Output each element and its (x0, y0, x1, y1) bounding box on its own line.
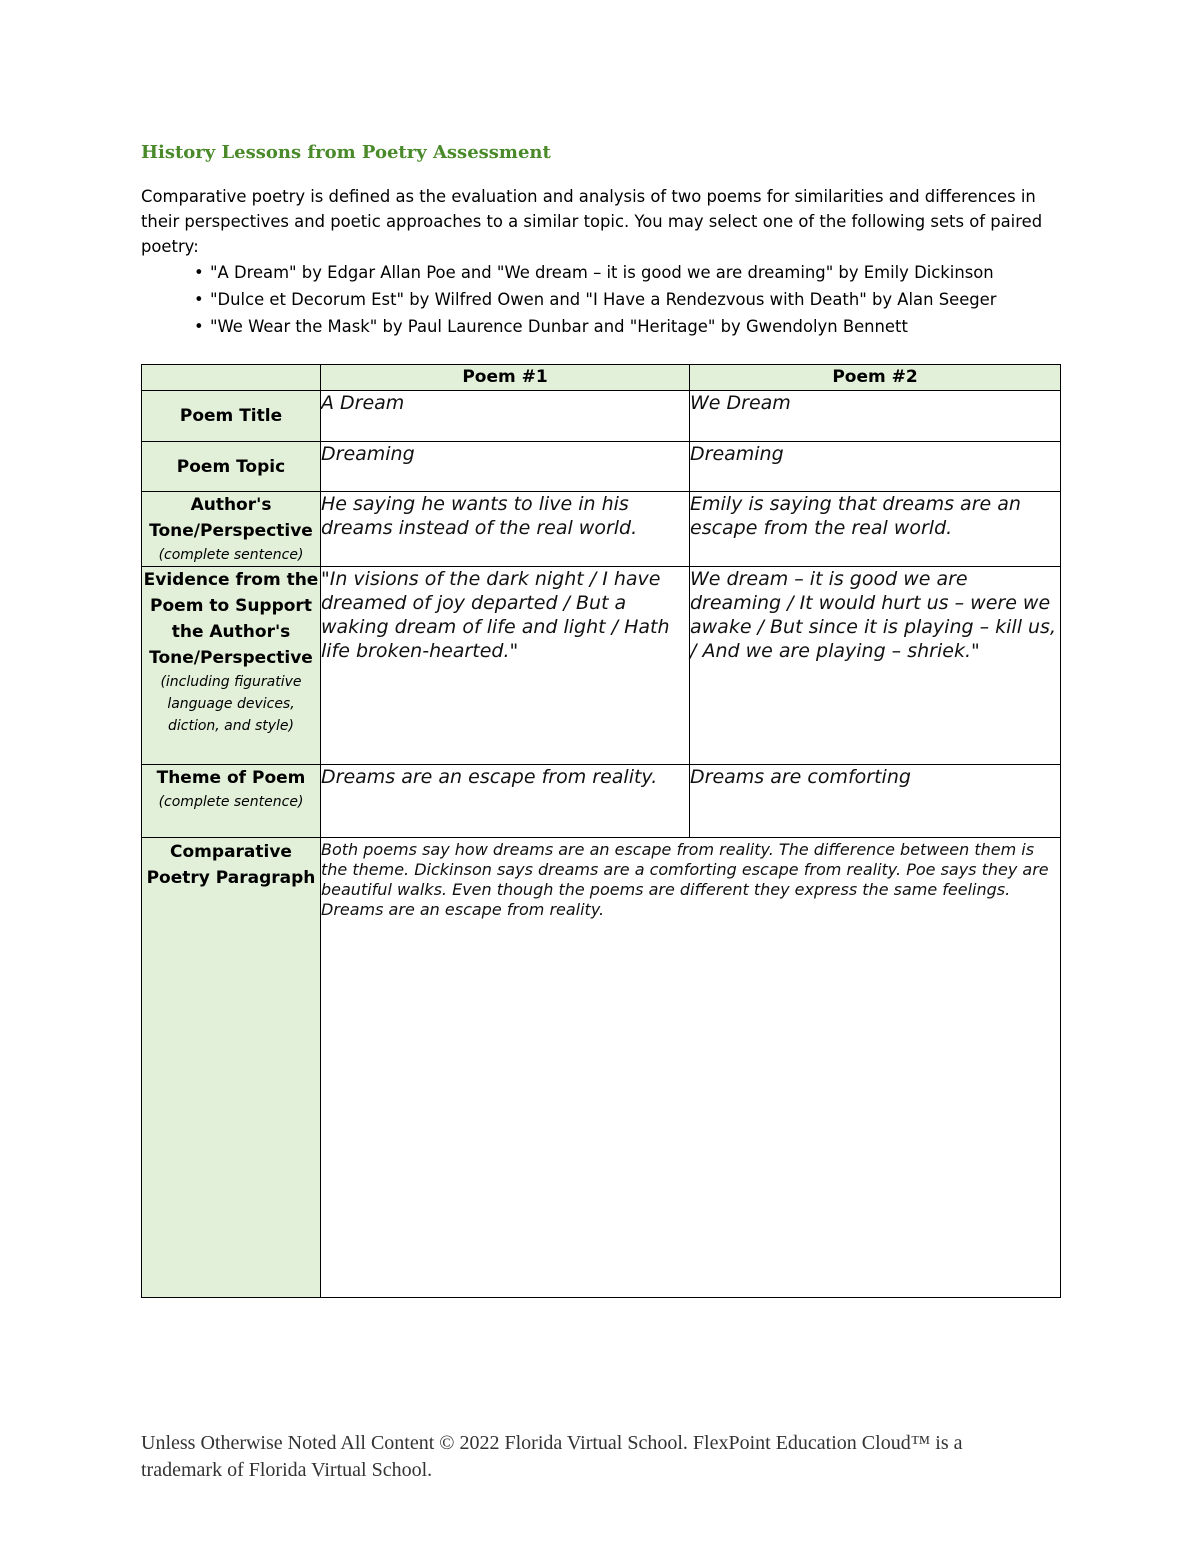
copyright-footer: Unless Otherwise Noted All Content © 2022 Florida Virtual School. FlexPoint Education Cloud™ is a trademark of Florida Virtual School. (141, 1432, 963, 1481)
poem1-tone-cell[interactable]: He saying he wants to live in his dreams instead of the real world. (321, 492, 690, 567)
poem1-topic-cell[interactable]: Dreaming (321, 442, 690, 492)
row-label-tone (142, 492, 321, 567)
poem-set-text: "A Dream" by Edgar Allan Poe and "We dream – it is good we are dreaming" by Emily Dickinson (210, 263, 994, 282)
header-poem1: Poem #1 (321, 365, 690, 391)
poem-set-text: "We Wear the Mask" by Paul Laurence Dunbar and "Heritage" by Gwendolyn Bennett (210, 317, 908, 336)
poem1-theme-cell[interactable]: Dreams are an escape from reality. (321, 765, 690, 838)
poem2-tone-cell[interactable]: Emily is saying that dreams are an escape from the real world. (690, 492, 1061, 567)
page-title: History Lessons from Poetry Assessment (141, 142, 551, 163)
header-poem2: Poem #2 (690, 365, 1061, 391)
row-sublabel: (complete sentence) (158, 794, 304, 810)
bullet-icon: • (194, 317, 204, 336)
poem1-title-cell[interactable]: A Dream (321, 391, 690, 442)
row-sublabel: (including figurative language devices, diction, and style) (160, 674, 302, 734)
poem2-title-cell[interactable]: We Dream (690, 391, 1061, 442)
list-item (194, 313, 1074, 340)
table-row (142, 442, 1061, 492)
comparative-paragraph-cell[interactable]: Both poems say how dreams are an escape from reality. The difference between them is the theme. Dickinson says dreams are a comforting escape from reality. Poe says they are beautiful walks. Even though the poems are different they express the same feelings. Dreams are an escape from reality. (321, 838, 1061, 1298)
assessment-table (141, 364, 1061, 1298)
list-item (194, 286, 1074, 313)
table-row (142, 838, 1061, 1298)
table-row (142, 765, 1061, 838)
poem-set-list (194, 259, 1074, 340)
table-header-row (142, 365, 1061, 391)
row-label-poem-title (142, 391, 321, 442)
row-label-text: Poem Topic (176, 456, 286, 477)
row-label-text: Theme of Poem (156, 768, 306, 788)
bullet-icon: • (194, 263, 204, 282)
row-label-text: Author's Tone/Perspective (149, 495, 313, 541)
list-item (194, 259, 1074, 286)
row-label-text: Poem Title (179, 406, 283, 426)
header-blank-cell (142, 365, 321, 391)
row-sublabel: (complete sentence) (158, 547, 304, 563)
table-row (142, 567, 1061, 765)
table-row (142, 391, 1061, 442)
bullet-icon: • (194, 290, 204, 309)
poem2-topic-cell[interactable]: Dreaming (690, 442, 1061, 492)
row-label-text: Comparative Poetry Paragraph (146, 842, 316, 888)
poem-set-text: "Dulce et Decorum Est" by Wilfred Owen and "I Have a Rendezvous with Death" by Alan Seeger (210, 290, 997, 309)
intro-paragraph: Comparative poetry is defined as the evaluation and analysis of two poems for similarities and differences in their perspectives and poetic approaches to a similar topic. You may select one of the following sets of paired poetry: (141, 187, 1043, 256)
poem2-evidence-cell[interactable]: We dream – it is good we are dreaming / It would hurt us – were we awake / But since it is playing – kill us, / And we are playing – shriek." (690, 567, 1061, 765)
row-label-poem-topic (142, 442, 321, 492)
table-row (142, 492, 1061, 567)
row-label-paragraph (142, 838, 321, 1298)
poem2-theme-cell[interactable]: Dreams are comforting (690, 765, 1061, 838)
row-label-text: Evidence from the Poem to Support the Author's Tone/Perspective (143, 570, 319, 668)
poem1-evidence-cell[interactable]: "In visions of the dark night / I have dreamed of joy departed / But a waking dream of life and light / Hath life broken-hearted." (321, 567, 690, 765)
row-label-evidence (142, 567, 321, 765)
row-label-theme (142, 765, 321, 838)
